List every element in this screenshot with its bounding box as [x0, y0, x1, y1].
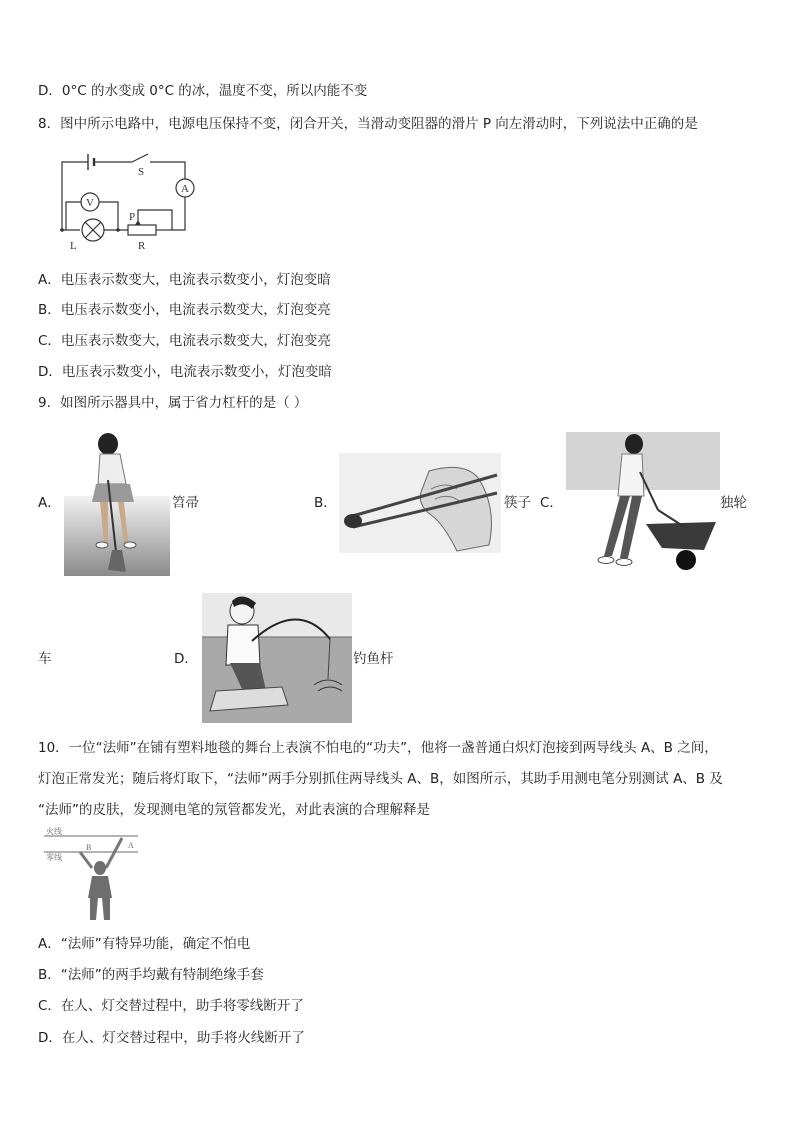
q10-stem-line3: “法师”的皮肤，发现测电笔的氖管都发光，对此表演的合理解释是	[38, 802, 430, 818]
lamp-label: L	[70, 240, 77, 252]
q10-option-d: D．在人、灯交替过程中，助手将火线断开了	[38, 1030, 305, 1046]
q10-stem-line1: 10．一位“法师”在铺有塑料地毯的舞台上表演不怕电的“功夫”，他将一盏普通白炽灯泡接到两导线头 A、B 之间，	[38, 740, 718, 756]
q8-circuit-diagram	[52, 148, 204, 254]
point-b-label: B	[86, 843, 92, 852]
q9-c-name-part1: 独轮	[720, 495, 747, 511]
live-wire-label: 火线	[46, 827, 62, 836]
q10-stem-line2: 灯泡正常发光；随后将灯取下，“法师”两手分别抓住两导线头 A、B，如图所示，其助手用测电笔分别测试 A、B 及	[38, 771, 723, 787]
q10-option-c: C．在人、灯交替过程中，助手将零线断开了	[38, 998, 304, 1014]
q9-d-name: 钓鱼杆	[353, 651, 394, 667]
q8-option-b: B．电压表示数变小，电流表示数变大，灯泡变亮	[38, 302, 331, 318]
q8-option-c: C．电压表示数变大，电流表示数变大，灯泡变亮	[38, 333, 331, 349]
q8-option-d: D．电压表示数变小，电流表示数变小，灯泡变暗	[38, 364, 332, 380]
q9-b-chopsticks-image	[339, 453, 501, 553]
q8-option-a: A．电压表示数变大，电流表示数变小，灯泡变暗	[38, 272, 331, 288]
voltmeter-label: V	[86, 197, 94, 209]
q9-b-letter: B．	[314, 495, 337, 511]
q9-a-letter: A．	[38, 495, 61, 511]
switch-label: S	[138, 166, 145, 178]
q9-d-fishing-image	[202, 593, 352, 723]
point-a-label: A	[128, 841, 134, 850]
resistor-label: R	[138, 240, 146, 252]
q9-stem: 9．如图所示器具中，属于省力杠杆的是（ ）	[38, 395, 308, 411]
q9-b-name: 筷子	[504, 495, 531, 511]
q10-option-a: A．“法师”有特异功能，确定不怕电	[38, 936, 251, 952]
q9-d-letter: D．	[174, 651, 198, 667]
q9-a-name: 笤帚	[172, 495, 199, 511]
neutral-wire-label: 零线	[46, 853, 62, 862]
q9-a-broom-image	[64, 432, 170, 576]
q8-stem: 8．图中所示电路中，电源电压保持不变，闭合开关，当滑动变阻器的滑片 P 向左滑动时，下列说法中正确的是	[38, 116, 698, 132]
ammeter-label: A	[181, 183, 189, 195]
q9-c-wheelbarrow-image	[566, 432, 720, 574]
q9-c-letter: C．	[540, 495, 563, 511]
q7-option-d: D．0°C 的水变成 0°C 的冰，温度不变，所以内能不变	[38, 83, 368, 99]
q9-c-name-part2: 车	[38, 651, 52, 667]
q10-magician-figure	[40, 826, 140, 924]
slider-label: P	[129, 211, 136, 223]
q10-option-b: B．“法师”的两手均戴有特制绝缘手套	[38, 967, 264, 983]
